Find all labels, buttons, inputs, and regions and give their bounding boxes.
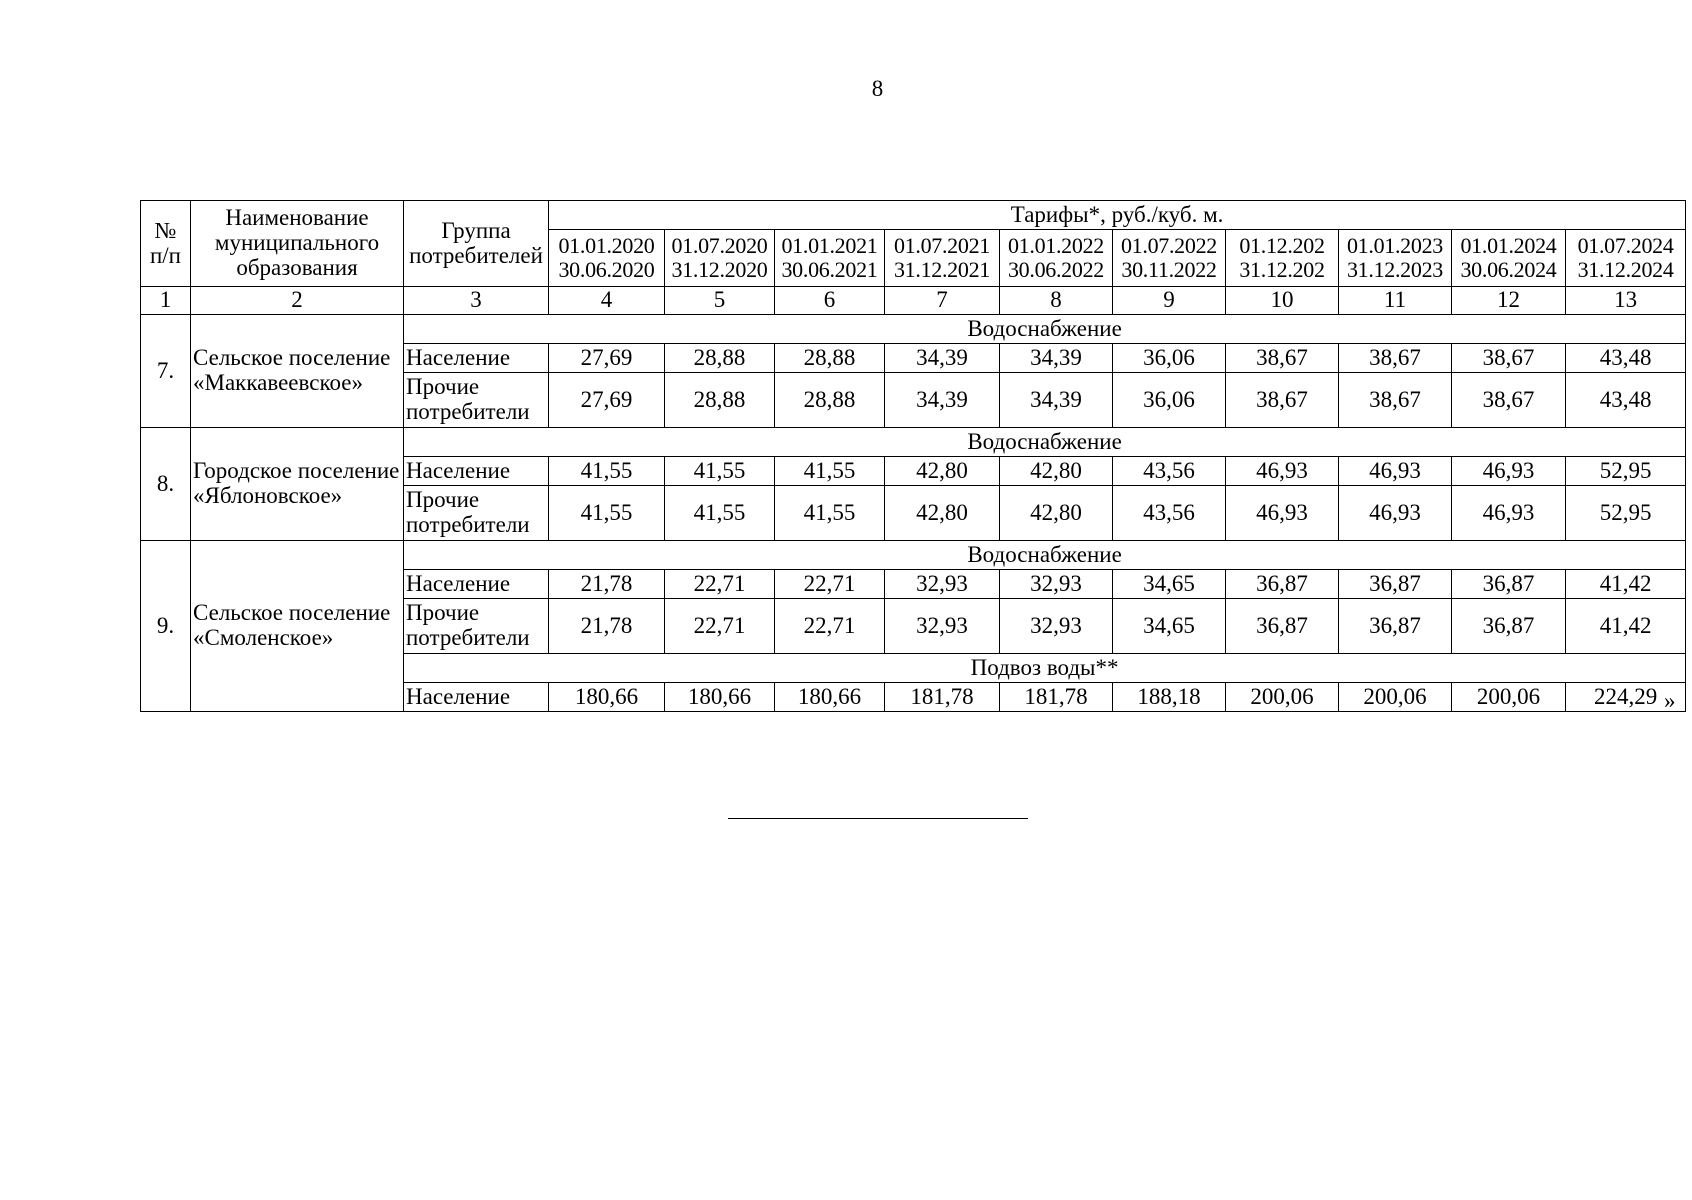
period-end: 30.06.2022	[1007, 257, 1104, 282]
tariff-value: 34,39	[885, 373, 1000, 428]
tariff-value: 22,71	[775, 570, 885, 599]
column-number: 12	[1452, 287, 1566, 315]
entity-num: 8.	[141, 428, 191, 541]
tariff-value: 36,87	[1452, 599, 1566, 654]
column-number: 8	[1000, 287, 1113, 315]
period-end: 31.12.2020	[671, 257, 768, 282]
tariff-value: 200,06	[1452, 683, 1566, 712]
header-period	[1226, 230, 1339, 287]
entity-name: Сельское поселение «Смоленское»	[191, 541, 404, 712]
tariff-value: 38,67	[1226, 344, 1339, 373]
consumer-group: Прочие потребители	[404, 373, 549, 428]
entity-name: Сельское поселение «Маккавеевское»	[191, 315, 404, 428]
tariff-value: 41,55	[549, 457, 665, 486]
tariff-value: 42,80	[885, 486, 1000, 541]
tariff-value: 200,06	[1226, 683, 1339, 712]
tariff-value: 34,39	[1000, 344, 1113, 373]
entity-num: 7.	[141, 315, 191, 428]
period-start: 01.07.2024	[1577, 233, 1674, 259]
consumer-group: Население	[404, 344, 549, 373]
tariff-value: 22,71	[775, 599, 885, 654]
tariff-value: 42,80	[885, 457, 1000, 486]
tariffs-table	[140, 200, 1686, 712]
period-start: 01.01.2021	[781, 233, 878, 259]
tariff-value: 46,93	[1339, 486, 1452, 541]
tariff-value: 34,65	[1113, 570, 1226, 599]
tariff-value: 41,55	[549, 486, 665, 541]
consumer-group: Население	[404, 570, 549, 599]
tariff-value: 38,67	[1339, 373, 1452, 428]
header-period	[775, 230, 885, 287]
header-mun-name: Наименование муниципального образования	[191, 201, 404, 287]
period-start: 01.01.2023	[1346, 233, 1443, 259]
tariff-value: 41,55	[775, 457, 885, 486]
period-start: 01.01.2022	[1007, 233, 1104, 259]
consumer-group: Население	[404, 683, 549, 712]
header-num: № п/п	[141, 201, 191, 287]
tariff-value: 180,66	[665, 683, 775, 712]
tariff-value: 32,93	[885, 599, 1000, 654]
tariff-value: 38,67	[1452, 344, 1566, 373]
tariff-value: 34,39	[885, 344, 1000, 373]
tariff-value: 52,95	[1566, 457, 1686, 486]
tariff-value: 28,88	[665, 373, 775, 428]
period-start: 01.01.2024	[1460, 233, 1557, 259]
column-number: 5	[665, 287, 775, 315]
tariff-value: 38,67	[1226, 373, 1339, 428]
column-number: 1	[141, 287, 191, 315]
column-number: 10	[1226, 287, 1339, 315]
tariff-value: 42,80	[1000, 486, 1113, 541]
bottom-rule	[728, 818, 1028, 819]
tariff-value: 43,48	[1566, 373, 1686, 428]
tariff-value: 41,55	[775, 486, 885, 541]
entity-name: Городское поселение «Яблоновское»	[191, 428, 404, 541]
tariff-value: 46,93	[1452, 486, 1566, 541]
header-group: Группа потребителей	[404, 201, 549, 287]
column-number: 3	[404, 287, 549, 315]
header-tariffs: Тарифы*, руб./куб. м.	[549, 201, 1686, 230]
period-start: 01.07.2020	[671, 233, 768, 259]
tariff-value: 38,67	[1452, 373, 1566, 428]
section-title: Водоснабжение	[404, 315, 1686, 344]
period-start: 01.07.2021	[893, 233, 990, 259]
header-period	[1566, 230, 1686, 287]
tariff-value: 46,93	[1226, 457, 1339, 486]
page-number: 8	[871, 76, 884, 101]
closing-quote: »	[1664, 688, 1676, 713]
tariff-value: 32,93	[885, 570, 1000, 599]
period-start: 01.07.2022	[1120, 233, 1217, 259]
tariff-value: 36,06	[1113, 373, 1226, 428]
period-end: 31.12.2021	[893, 257, 990, 282]
tariff-value: 36,87	[1339, 570, 1452, 599]
consumer-group: Население	[404, 457, 549, 486]
tariff-value: 36,87	[1339, 599, 1452, 654]
tariff-value: 41,42	[1566, 570, 1686, 599]
tariff-value: 21,78	[549, 570, 665, 599]
tariff-value: 188,18	[1113, 683, 1226, 712]
header-period	[1000, 230, 1113, 287]
period-start: 01.01.2020	[558, 233, 655, 259]
tariff-value: 38,67	[1339, 344, 1452, 373]
tariff-value: 43,56	[1113, 457, 1226, 486]
tariff-value: 46,93	[1226, 486, 1339, 541]
period-end: 30.11.2022	[1121, 257, 1217, 282]
tariff-value: 36,87	[1226, 570, 1339, 599]
tariff-value: 224,29	[1566, 683, 1686, 712]
tariff-value: 34,65	[1113, 599, 1226, 654]
header-period	[1339, 230, 1452, 287]
column-number: 9	[1113, 287, 1226, 315]
tariff-value: 22,71	[665, 599, 775, 654]
section-title: Водоснабжение	[404, 541, 1686, 570]
column-number: 13	[1566, 287, 1686, 315]
tariff-value: 28,88	[775, 344, 885, 373]
header-period	[885, 230, 1000, 287]
tariff-value: 180,66	[549, 683, 665, 712]
tariff-value: 21,78	[549, 599, 665, 654]
header-period	[665, 230, 775, 287]
section-title: Водоснабжение	[404, 428, 1686, 457]
column-number: 6	[775, 287, 885, 315]
period-end: 31.12.2024	[1577, 257, 1674, 282]
entity-num: 9.	[141, 541, 191, 712]
tariff-value: 200,06	[1339, 683, 1452, 712]
tariff-value: 180,66	[775, 683, 885, 712]
column-number: 7	[885, 287, 1000, 315]
column-number: 2	[191, 287, 404, 315]
tariff-value: 22,71	[665, 570, 775, 599]
tariff-value: 41,55	[665, 457, 775, 486]
tariff-value: 42,80	[1000, 457, 1113, 486]
period-end: 31.12.2023	[1346, 257, 1443, 282]
period-start: 01.12.202	[1239, 233, 1325, 259]
tariff-value: 41,55	[665, 486, 775, 541]
tariff-value: 36,06	[1113, 344, 1226, 373]
tariff-value: 181,78	[885, 683, 1000, 712]
tariff-value: 52,95	[1566, 486, 1686, 541]
header-period	[1452, 230, 1566, 287]
period-end: 30.06.2021	[781, 257, 878, 282]
header-period	[549, 230, 665, 287]
tariff-value: 28,88	[665, 344, 775, 373]
period-end: 31.12.202	[1239, 257, 1325, 282]
consumer-group: Прочие потребители	[404, 599, 549, 654]
column-number: 11	[1339, 287, 1452, 315]
tariff-value: 46,93	[1452, 457, 1566, 486]
tariff-value: 32,93	[1000, 599, 1113, 654]
tariff-value: 32,93	[1000, 570, 1113, 599]
tariff-value: 41,42	[1566, 599, 1686, 654]
header-period	[1113, 230, 1226, 287]
column-number: 4	[549, 287, 665, 315]
tariff-value: 28,88	[775, 373, 885, 428]
tariff-value: 43,48	[1566, 344, 1686, 373]
tariff-value: 43,56	[1113, 486, 1226, 541]
period-end: 30.06.2024	[1460, 257, 1557, 282]
consumer-group: Прочие потребители	[404, 486, 549, 541]
tariff-value: 46,93	[1339, 457, 1452, 486]
tariff-value: 181,78	[1000, 683, 1113, 712]
tariff-value: 36,87	[1452, 570, 1566, 599]
section-title: Подвоз воды**	[404, 654, 1686, 683]
tariff-value: 27,69	[549, 373, 665, 428]
tariff-value: 34,39	[1000, 373, 1113, 428]
period-end: 30.06.2020	[558, 257, 655, 282]
tariff-value: 36,87	[1226, 599, 1339, 654]
tariff-value: 27,69	[549, 344, 665, 373]
